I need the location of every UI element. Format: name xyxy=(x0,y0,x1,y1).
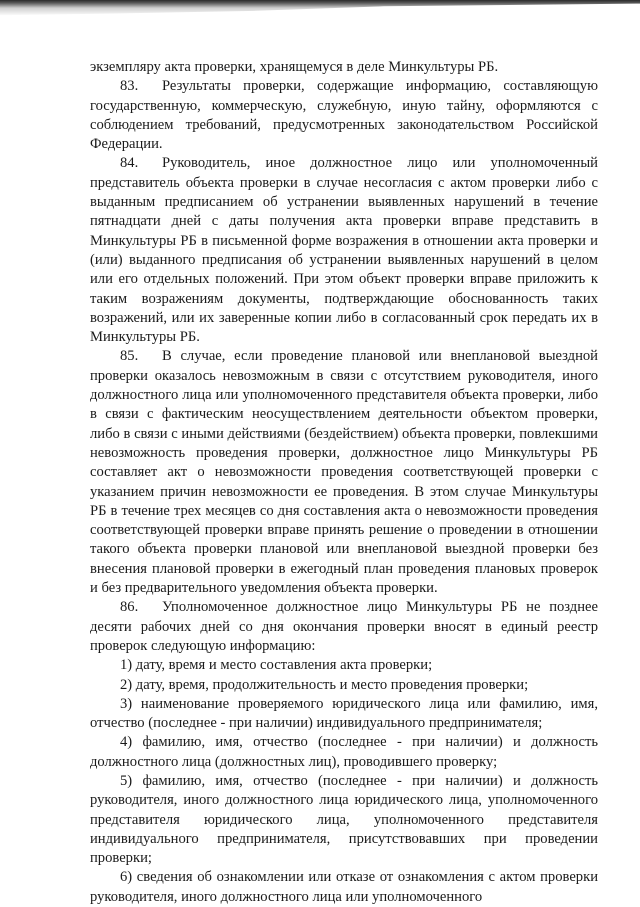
paragraph-text: Уполномоченное должностное лицо Минкультуры РБ не позднее десяти рабочих дней со дня окончания проверки вносят в единый реестр проверок следующую информацию: xyxy=(90,599,598,654)
list-item: 2) дату, время, продолжительность и место проведения проверки; xyxy=(120,676,529,693)
scan-edge-shadow xyxy=(0,0,640,18)
paragraph-number: 83. xyxy=(120,78,139,95)
paragraph-number: 86. xyxy=(120,599,139,616)
list-item: 5) фамилию, имя, отчество (последнее - при наличии) и должность руководителя, иного должностного лица юридического лица, уполномоченного представителя юридического лица, уполномоченного представителя индивидуального предпринимателя, присутствовавших при проведении проверки; xyxy=(90,772,598,867)
document-page xyxy=(90,58,598,907)
paragraph-text: Руководитель, иное должностное лицо или уполномоченный представитель объекта проверки в случае несогласия с актом проверки либо с выданным предписанием об устранении выявленных нарушений в течение пятнадцати дней с даты получения акта проверки вправе представить в Минкультуры РБ в письменной форме возражения в отношении акта проверки и (или) выданного предписания об устранении выявленных нарушений в целом или его отдельных положений. При этом объект проверки вправе приложить к таким возражениям документы, подтверждающие обоснованность таких возражений, или их заверенные копии либо в согласованный срок передать их в Минкультуры РБ. xyxy=(90,155,598,346)
paragraph-text: В случае, если проведение плановой или внеплановой выездной проверки оказалось невозможным в связи с отсутствием руководителя, иного должностного лица или уполномоченного представителя объекта проверки, либо в связи с фактическим неосуществлением деятельности объектом проверки, либо в связи с иными действиями (бездействием) объекта проверки, повлекшими невозможность проведения проверки, должностное лицо Минкультуры РБ составляет акт о невозможности проведения соответствующей проверки с указанием причин невозможности ее проведения. В этом случае Минкультуры РБ в течение трех месяцев со дня составления акта о невозможности проведения соответствующей проверки вправе принять решение о проведении в отношении такого объекта проверки плановой или внеплановой выездной проверки без внесения плановой проверки в ежегодный план проведения плановых проверок и без предварительного уведомления объекта проверки. xyxy=(90,348,598,597)
paragraph-86 xyxy=(90,598,598,656)
paragraph-85 xyxy=(90,347,598,598)
paragraph-84 xyxy=(90,154,598,347)
paragraph-83 xyxy=(90,77,598,154)
list-item: 4) фамилию, имя, отчество (последнее - при наличии) и должность должностного лица (должностных лиц), проводившего проверку; xyxy=(90,734,598,770)
list-item: 3) наименование проверяемого юридического лица или фамилию, имя, отчество (последнее - при наличии) индивидуального предпринимателя; xyxy=(90,695,598,732)
paragraph-number: 84. xyxy=(120,155,139,172)
list-item: 1) дату, время и место составления акта проверки; xyxy=(120,657,433,674)
list-item: 6) сведения об ознакомлении или отказе от ознакомления с актом проверки руководителя, иного должностного лица или уполномоченного xyxy=(90,869,598,905)
paragraph-text: Результаты проверки, содержащие информацию, составляющую государственную, коммерческую, служебную, иную тайну, оформляются с соблюдением требований, предусмотренных законодательством Российской Федерации. xyxy=(90,78,598,153)
continuation-line: экземпляру акта проверки, хранящемуся в деле Минкультуры РБ. xyxy=(90,59,499,75)
paragraph-number: 85. xyxy=(120,348,139,365)
